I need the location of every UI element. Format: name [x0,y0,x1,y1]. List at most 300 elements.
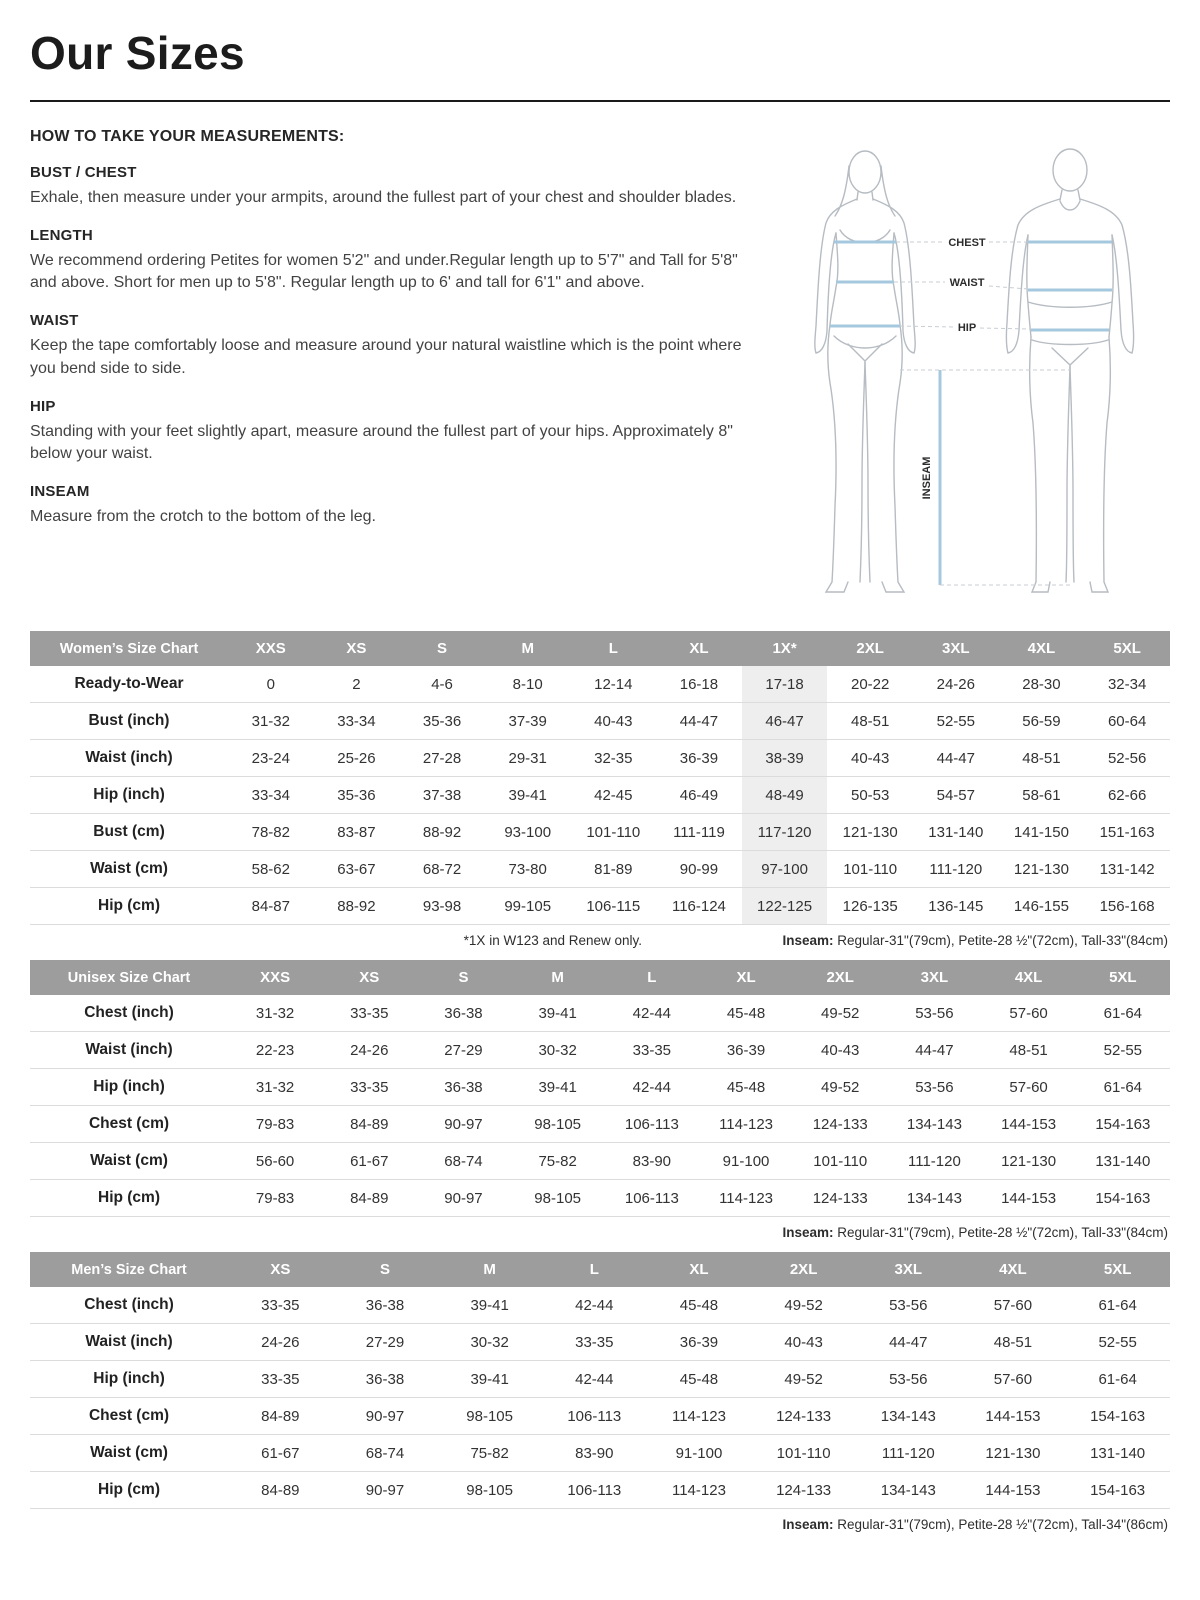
size-cell: 61-67 [322,1143,416,1180]
size-cell: 39-41 [511,995,605,1032]
size-cell: 45-48 [647,1361,752,1398]
size-cell: 39-41 [511,1069,605,1106]
size-cell: 90-97 [416,1180,510,1217]
size-cell: 56-59 [999,703,1085,740]
table-footnotes [30,1217,1170,1244]
size-cell: 44-47 [656,703,742,740]
size-cell: 53-56 [887,995,981,1032]
size-cell: 49-52 [751,1361,856,1398]
size-cell: 36-38 [416,1069,510,1106]
column-header: 4XL [999,631,1085,666]
section-hip [30,398,744,466]
table-row [30,1361,1170,1398]
size-cell: 79-83 [228,1180,322,1217]
size-cell: 90-99 [656,851,742,888]
size-cell: 40-43 [571,703,657,740]
size-cell: 31-32 [228,703,314,740]
measurement-instructions-area [30,128,1170,615]
column-header: XL [656,631,742,666]
size-cell: 154-163 [1076,1106,1170,1143]
row-label: Waist (inch) [30,1324,228,1361]
size-cell: 22-23 [228,1032,322,1069]
size-cell: 151-163 [1084,814,1170,851]
size-cell: 46-47 [742,703,828,740]
column-header: 2XL [827,631,913,666]
size-cell: 8-10 [485,666,571,703]
size-cell: 30-32 [511,1032,605,1069]
column-header: XS [322,960,416,995]
table-row [30,1398,1170,1435]
section-title: HIP [30,397,56,415]
column-header: XL [647,1252,752,1287]
size-cell: 124-133 [751,1472,856,1509]
size-cell: 154-163 [1065,1472,1170,1509]
size-cell: 101-110 [571,814,657,851]
section-body: We recommend ordering Petites for women 5'2" and under.Regular length up to 5'7" and Tall for 5'8" and above. Short for men up to 5'8". Regular length up to 6' and tall for 6'1" and above. [30,251,738,292]
size-cell: 44-47 [887,1032,981,1069]
table-row [30,1287,1170,1324]
section-title: INSEAM [30,483,90,501]
size-cell: 116-124 [656,888,742,925]
size-cell: 31-32 [228,995,322,1032]
size-cell: 111-120 [887,1143,981,1180]
size-cell: 97-100 [742,851,828,888]
size-cell: 42-44 [605,1069,699,1106]
size-cell: 111-119 [656,814,742,851]
column-header: 2XL [751,1252,856,1287]
size-cell: 131-142 [1084,851,1170,888]
size-cell: 28-30 [999,666,1085,703]
size-cell: 33-35 [322,1069,416,1106]
size-cell: 52-55 [913,703,999,740]
size-cell: 154-163 [1065,1398,1170,1435]
size-cell: 39-41 [437,1287,542,1324]
size-cell: 37-39 [485,703,571,740]
table-footnotes [30,1509,1170,1536]
size-cell: 101-110 [793,1143,887,1180]
size-cell: 33-35 [542,1324,647,1361]
section-body: Keep the tape comfortably loose and measure around your natural waistline which is the point where you bend side to side. [30,337,742,377]
column-header: XS [228,1252,333,1287]
mens-size-table [30,1252,1170,1509]
size-cell: 48-51 [982,1032,1076,1069]
measurement-lines [830,242,1112,585]
size-cell: 53-56 [856,1361,961,1398]
size-cell: 121-130 [982,1143,1076,1180]
table-row [30,666,1170,703]
size-cell: 16-18 [656,666,742,703]
table-row [30,1032,1170,1069]
size-cell: 106-113 [605,1106,699,1143]
size-cell: 40-43 [793,1032,887,1069]
size-cell: 134-143 [887,1106,981,1143]
size-cell: 114-123 [699,1106,793,1143]
size-cell: 136-145 [913,888,999,925]
size-cell: 106-113 [605,1180,699,1217]
size-cell: 68-72 [399,851,485,888]
size-cell: 24-26 [322,1032,416,1069]
size-cell: 93-100 [485,814,571,851]
size-cell: 31-32 [228,1069,322,1106]
size-cell: 101-110 [827,851,913,888]
size-cell: 39-41 [437,1361,542,1398]
table-row [30,995,1170,1032]
size-cell: 33-34 [314,703,400,740]
size-cell: 57-60 [961,1287,1066,1324]
title-divider [30,100,1170,102]
size-cell: 45-48 [647,1287,752,1324]
size-cell: 36-39 [699,1032,793,1069]
size-cell: 36-39 [647,1324,752,1361]
row-label: Hip (inch) [30,1069,228,1106]
size-cell: 17-18 [742,666,828,703]
row-label: Hip (cm) [30,888,228,925]
table-row [30,703,1170,740]
row-label: Waist (cm) [30,851,228,888]
size-cell: 131-140 [1076,1143,1170,1180]
footnote-inseam-note: Inseam: Regular-31"(79cm), Petite-28 ½"(72cm), Tall-34"(86cm) [782,1517,1168,1532]
row-label: Bust (cm) [30,814,228,851]
size-cell: 61-64 [1065,1361,1170,1398]
column-header: M [437,1252,542,1287]
size-cell: 48-51 [961,1324,1066,1361]
row-label: Hip (inch) [30,1361,228,1398]
size-cell: 4-6 [399,666,485,703]
size-cell: 32-34 [1084,666,1170,703]
size-cell: 121-130 [961,1435,1066,1472]
size-cell: 114-123 [647,1398,752,1435]
table-row [30,1472,1170,1509]
size-cell: 24-26 [913,666,999,703]
table-row [30,1069,1170,1106]
column-header: 3XL [887,960,981,995]
size-cell: 124-133 [793,1180,887,1217]
size-cell: 98-105 [511,1106,605,1143]
size-cell: 33-35 [322,995,416,1032]
size-cell: 88-92 [399,814,485,851]
table-footnotes [30,925,1170,952]
size-cell: 98-105 [437,1398,542,1435]
column-header: XS [314,631,400,666]
table-title: Men’s Size Chart [30,1252,228,1287]
size-cell: 114-123 [699,1180,793,1217]
size-cell: 0 [228,666,314,703]
size-cell: 33-35 [605,1032,699,1069]
size-cell: 48-51 [827,703,913,740]
size-cell: 49-52 [793,1069,887,1106]
size-cell: 52-55 [1076,1032,1170,1069]
instructions-heading: HOW TO TAKE YOUR MEASUREMENTS: [30,128,345,145]
column-header: 2XL [793,960,887,995]
size-cell: 61-64 [1076,1069,1170,1106]
size-cell: 33-35 [228,1361,333,1398]
size-cell: 40-43 [827,740,913,777]
size-cell: 53-56 [887,1069,981,1106]
size-cell: 46-49 [656,777,742,814]
table-row [30,814,1170,851]
size-cell: 75-82 [437,1435,542,1472]
section-body: Standing with your feet slightly apart, measure around the fullest part of your hips. Approximately 8" below your waist. [30,422,733,463]
column-header: S [399,631,485,666]
section-waist [30,312,744,380]
size-cell: 62-66 [1084,777,1170,814]
size-cell: 88-92 [314,888,400,925]
chest-label: CHEST [948,237,986,249]
column-header: 4XL [982,960,1076,995]
size-cell: 84-89 [228,1398,333,1435]
section-body: Exhale, then measure under your armpits, around the fullest part of your chest and shoulder blades. [30,189,737,206]
size-cell: 75-82 [511,1143,605,1180]
table-row [30,740,1170,777]
row-label: Hip (cm) [30,1472,228,1509]
table-row [30,777,1170,814]
size-cell: 42-44 [542,1287,647,1324]
column-header: 3XL [913,631,999,666]
row-label: Chest (cm) [30,1106,228,1143]
footnote-asterisk-note: *1X in W123 and Renew only. [463,933,643,948]
size-cell: 134-143 [856,1398,961,1435]
size-tables-container [30,631,1170,1536]
hip-label: HIP [957,322,977,334]
size-cell: 111-120 [856,1435,961,1472]
size-cell: 91-100 [647,1435,752,1472]
footnote-inseam-note: Inseam: Regular-31"(79cm), Petite-28 ½"(72cm), Tall-33"(84cm) [782,1225,1168,1240]
size-cell: 42-45 [571,777,657,814]
size-cell: 114-123 [647,1472,752,1509]
row-label: Waist (cm) [30,1435,228,1472]
size-cell: 57-60 [961,1361,1066,1398]
size-cell: 36-38 [333,1361,438,1398]
size-cell: 122-125 [742,888,828,925]
size-cell: 57-60 [982,995,1076,1032]
size-cell: 106-115 [571,888,657,925]
column-header: M [485,631,571,666]
size-cell: 81-89 [571,851,657,888]
size-cell: 90-97 [416,1106,510,1143]
size-cell: 27-29 [333,1324,438,1361]
size-cell: 83-90 [605,1143,699,1180]
instructions-column [30,128,744,546]
size-cell: 52-55 [1065,1324,1170,1361]
section-title: BUST / CHEST [30,164,137,181]
size-cell: 33-34 [228,777,314,814]
row-label: Bust (inch) [30,703,228,740]
footnote-inseam-note: Inseam: Regular-31"(79cm), Petite-28 ½"(72cm), Tall-33"(84cm) [782,933,1168,948]
size-cell: 98-105 [511,1180,605,1217]
waist-label: WAIST [949,277,985,289]
size-cell: 141-150 [999,814,1085,851]
womens-size-table [30,631,1170,925]
size-cell: 42-44 [605,995,699,1032]
column-header: 4XL [961,1252,1066,1287]
size-cell: 45-48 [699,1069,793,1106]
section-bust-chest [30,164,744,210]
row-label: Waist (inch) [30,740,228,777]
size-cell: 98-105 [437,1472,542,1509]
size-cell: 101-110 [751,1435,856,1472]
size-cell: 24-26 [228,1324,333,1361]
size-cell: 124-133 [751,1398,856,1435]
section-length [30,227,744,295]
size-cell: 27-28 [399,740,485,777]
table-title: Women’s Size Chart [30,631,228,666]
table-header-row [30,960,1170,995]
size-cell: 84-89 [322,1106,416,1143]
size-cell: 79-83 [228,1106,322,1143]
size-cell: 27-29 [416,1032,510,1069]
size-table-block-womens [30,631,1170,952]
size-cell: 91-100 [699,1143,793,1180]
size-cell: 44-47 [913,740,999,777]
size-cell: 12-14 [571,666,657,703]
table-row [30,888,1170,925]
size-cell: 99-105 [485,888,571,925]
size-cell: 106-113 [542,1472,647,1509]
row-label: Chest (cm) [30,1398,228,1435]
size-cell: 20-22 [827,666,913,703]
size-cell: 54-57 [913,777,999,814]
column-header: S [416,960,510,995]
size-cell: 156-168 [1084,888,1170,925]
size-cell: 36-38 [333,1287,438,1324]
row-label: Waist (inch) [30,1032,228,1069]
size-cell: 25-26 [314,740,400,777]
column-header: L [605,960,699,995]
size-cell: 117-120 [742,814,828,851]
size-cell: 35-36 [314,777,400,814]
size-cell: 131-140 [913,814,999,851]
size-cell: 106-113 [542,1398,647,1435]
size-cell: 56-60 [228,1143,322,1180]
size-cell: 58-61 [999,777,1085,814]
size-cell: 154-163 [1076,1180,1170,1217]
size-cell: 2 [314,666,400,703]
size-cell: 49-52 [751,1287,856,1324]
size-cell: 93-98 [399,888,485,925]
page-title: Our Sizes [30,27,245,79]
table-row [30,851,1170,888]
size-cell: 58-62 [228,851,314,888]
size-cell: 40-43 [751,1324,856,1361]
size-cell: 144-153 [982,1180,1076,1217]
column-header: L [571,631,657,666]
row-label: Hip (inch) [30,777,228,814]
size-cell: 73-80 [485,851,571,888]
table-row [30,1435,1170,1472]
size-cell: 83-90 [542,1435,647,1472]
column-header: S [333,1252,438,1287]
size-cell: 144-153 [982,1106,1076,1143]
size-cell: 35-36 [399,703,485,740]
size-cell: 68-74 [333,1435,438,1472]
size-cell: 126-135 [827,888,913,925]
inseam-label: INSEAM [921,456,933,500]
column-header: 5XL [1076,960,1170,995]
size-cell: 146-155 [999,888,1085,925]
size-cell: 29-31 [485,740,571,777]
column-header: M [511,960,605,995]
size-cell: 39-41 [485,777,571,814]
size-cell: 63-67 [314,851,400,888]
size-cell: 84-89 [322,1180,416,1217]
size-cell: 49-52 [793,995,887,1032]
size-cell: 36-39 [656,740,742,777]
size-cell: 61-64 [1065,1287,1170,1324]
table-header-row [30,631,1170,666]
size-cell: 83-87 [314,814,400,851]
size-cell: 61-64 [1076,995,1170,1032]
size-cell: 37-38 [399,777,485,814]
size-cell: 33-35 [228,1287,333,1324]
size-cell: 36-38 [416,995,510,1032]
section-title: WAIST [30,312,79,330]
column-header: 5XL [1065,1252,1170,1287]
column-header: XXS [228,631,314,666]
size-cell: 44-47 [856,1324,961,1361]
size-cell: 57-60 [982,1069,1076,1106]
size-cell: 42-44 [542,1361,647,1398]
size-cell: 30-32 [437,1324,542,1361]
column-header: 5XL [1084,631,1170,666]
column-header: XXS [228,960,322,995]
size-cell: 90-97 [333,1398,438,1435]
table-title: Unisex Size Chart [30,960,228,995]
row-label: Hip (cm) [30,1180,228,1217]
size-cell: 50-53 [827,777,913,814]
column-header: 1X* [742,631,828,666]
size-cell: 131-140 [1065,1435,1170,1472]
table-row [30,1106,1170,1143]
size-cell: 124-133 [793,1106,887,1143]
column-header: 3XL [856,1252,961,1287]
unisex-size-table [30,960,1170,1217]
size-cell: 61-67 [228,1435,333,1472]
size-cell: 84-89 [228,1472,333,1509]
size-table-block-unisex [30,960,1170,1244]
size-cell: 23-24 [228,740,314,777]
body-measurement-diagram [770,130,1166,610]
size-cell: 32-35 [571,740,657,777]
size-cell: 84-87 [228,888,314,925]
size-cell: 134-143 [887,1180,981,1217]
size-cell: 53-56 [856,1287,961,1324]
row-label: Waist (cm) [30,1143,228,1180]
size-cell: 45-48 [699,995,793,1032]
table-row [30,1180,1170,1217]
size-cell: 121-130 [827,814,913,851]
measurement-figure [770,128,1170,615]
size-cell: 90-97 [333,1472,438,1509]
table-row [30,1324,1170,1361]
section-body: Measure from the crotch to the bottom of the leg. [30,508,376,526]
column-header: XL [699,960,793,995]
size-cell: 60-64 [1084,703,1170,740]
row-label: Chest (inch) [30,1287,228,1324]
size-cell: 38-39 [742,740,828,777]
column-header: L [542,1252,647,1287]
size-cell: 48-51 [999,740,1085,777]
row-label: Ready-to-Wear [30,666,228,703]
size-cell: 144-153 [961,1472,1066,1509]
section-inseam [30,483,744,529]
row-label: Chest (inch) [30,995,228,1032]
size-cell: 121-130 [999,851,1085,888]
size-cell: 144-153 [961,1398,1066,1435]
table-header-row [30,1252,1170,1287]
size-cell: 111-120 [913,851,999,888]
table-row [30,1143,1170,1180]
size-cell: 52-56 [1084,740,1170,777]
